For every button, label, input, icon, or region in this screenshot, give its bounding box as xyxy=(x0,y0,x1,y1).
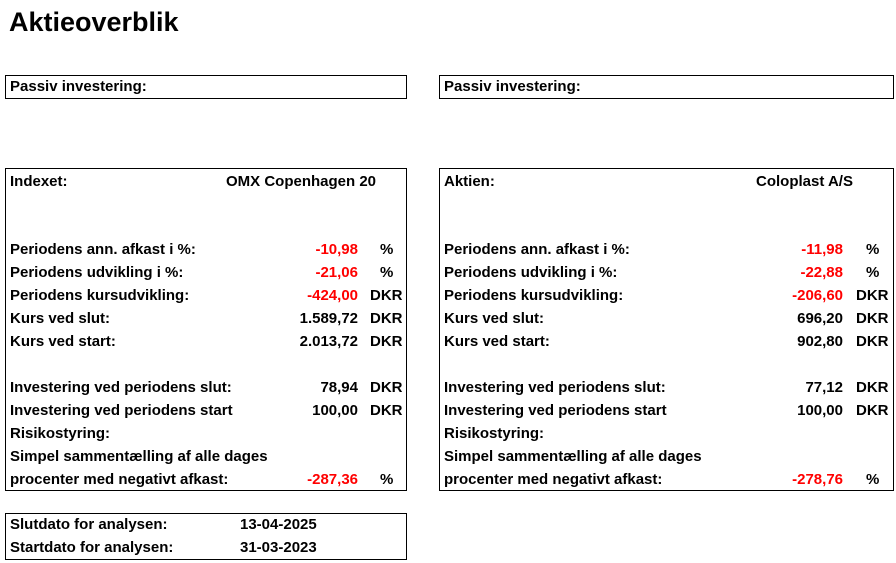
row-label: procenter med negativt afkast: xyxy=(444,471,663,488)
table-row xyxy=(440,285,893,307)
row-unit: DKR xyxy=(370,287,403,304)
row-label: Periodens udvikling i %: xyxy=(10,264,184,281)
row-value: -424,00 xyxy=(307,287,358,304)
row-unit: DKR xyxy=(856,333,889,350)
table-row xyxy=(440,423,893,445)
row-unit: % xyxy=(380,241,394,258)
row-label: Kurs ved start: xyxy=(10,333,116,350)
end-date-value: 13-04-2025 xyxy=(240,516,317,533)
row-unit: DKR xyxy=(856,402,889,419)
row-label: Periodens ann. afkast i %: xyxy=(444,241,630,258)
dates-box xyxy=(5,513,407,560)
row-label: Investering ved periodens start xyxy=(444,402,667,419)
row-unit: % xyxy=(380,471,394,488)
table-row xyxy=(6,285,406,307)
table-row xyxy=(440,262,893,284)
row-value: -287,36 xyxy=(307,471,358,488)
stock-panel xyxy=(439,168,894,491)
index-header-value: OMX Copenhagen 20 xyxy=(226,173,377,190)
row-unit: % xyxy=(866,264,880,281)
table-row xyxy=(6,239,406,261)
row-value: 100,00 xyxy=(797,402,843,419)
passive-label-right: Passiv investering: xyxy=(444,78,581,95)
table-row xyxy=(6,446,406,468)
table-row xyxy=(440,469,893,491)
row-label: Kurs ved slut: xyxy=(444,310,545,327)
page-title: Aktieoverblik xyxy=(9,7,179,37)
table-row xyxy=(440,377,893,399)
passive-box-right xyxy=(439,75,894,99)
row-label: Periodens ann. afkast i %: xyxy=(10,241,196,258)
row-unit: % xyxy=(866,471,880,488)
row-label: Kurs ved start: xyxy=(444,333,550,350)
row-value: 696,20 xyxy=(797,310,843,327)
row-value: -206,60 xyxy=(792,287,843,304)
row-label: Investering ved periodens slut: xyxy=(10,379,232,396)
row-unit: DKR xyxy=(856,287,889,304)
end-date-label: Slutdato for analysen: xyxy=(10,516,168,533)
table-row xyxy=(6,377,406,399)
row-unit: DKR xyxy=(370,379,403,396)
row-label: procenter med negativt afkast: xyxy=(10,471,229,488)
stock-header-label: Aktien: xyxy=(444,173,495,190)
row-unit: DKR xyxy=(370,402,403,419)
row-value: 78,94 xyxy=(320,379,358,396)
table-row xyxy=(6,331,406,353)
index-panel xyxy=(5,168,407,491)
row-value: 100,00 xyxy=(312,402,358,419)
row-value: -10,98 xyxy=(315,241,358,258)
row-label: Simpel sammentælling af alle dages xyxy=(444,448,702,465)
start-date-label: Startdato for analysen: xyxy=(10,539,174,556)
row-label: Simpel sammentælling af alle dages xyxy=(10,448,268,465)
row-value: -22,88 xyxy=(800,264,843,281)
row-label: Risikostyring: xyxy=(10,425,111,442)
table-row xyxy=(440,239,893,261)
table-row xyxy=(6,400,406,422)
row-value: 2.013,72 xyxy=(299,333,358,350)
table-row xyxy=(6,423,406,445)
passive-label-left: Passiv investering: xyxy=(10,78,147,95)
row-unit: DKR xyxy=(370,333,403,350)
table-row xyxy=(440,331,893,353)
table-row xyxy=(6,262,406,284)
row-label: Periodens kursudvikling: xyxy=(444,287,624,304)
start-date-value: 31-03-2023 xyxy=(240,539,317,556)
row-label: Periodens udvikling i %: xyxy=(444,264,618,281)
row-value: -11,98 xyxy=(801,241,843,258)
row-label: Risikostyring: xyxy=(444,425,545,442)
row-unit: DKR xyxy=(856,310,889,327)
row-label: Investering ved periodens slut: xyxy=(444,379,666,396)
row-unit: DKR xyxy=(370,310,403,327)
table-row xyxy=(440,400,893,422)
row-unit: % xyxy=(380,264,394,281)
table-row xyxy=(440,308,893,330)
row-label: Kurs ved slut: xyxy=(10,310,111,327)
stock-header-value: Coloplast A/S xyxy=(756,173,853,190)
table-row xyxy=(6,469,406,491)
passive-box-left xyxy=(5,75,407,99)
row-label: Investering ved periodens start xyxy=(10,402,233,419)
index-header-label: Indexet: xyxy=(10,173,68,190)
table-row xyxy=(6,308,406,330)
row-value: -278,76 xyxy=(792,471,843,488)
row-value: 902,80 xyxy=(797,333,843,350)
row-unit: % xyxy=(866,241,880,258)
table-row xyxy=(440,446,893,468)
row-value: -21,06 xyxy=(315,264,358,281)
row-value: 1.589,72 xyxy=(299,310,358,327)
row-unit: DKR xyxy=(856,379,889,396)
row-label: Periodens kursudvikling: xyxy=(10,287,190,304)
row-value: 77,12 xyxy=(805,379,843,396)
